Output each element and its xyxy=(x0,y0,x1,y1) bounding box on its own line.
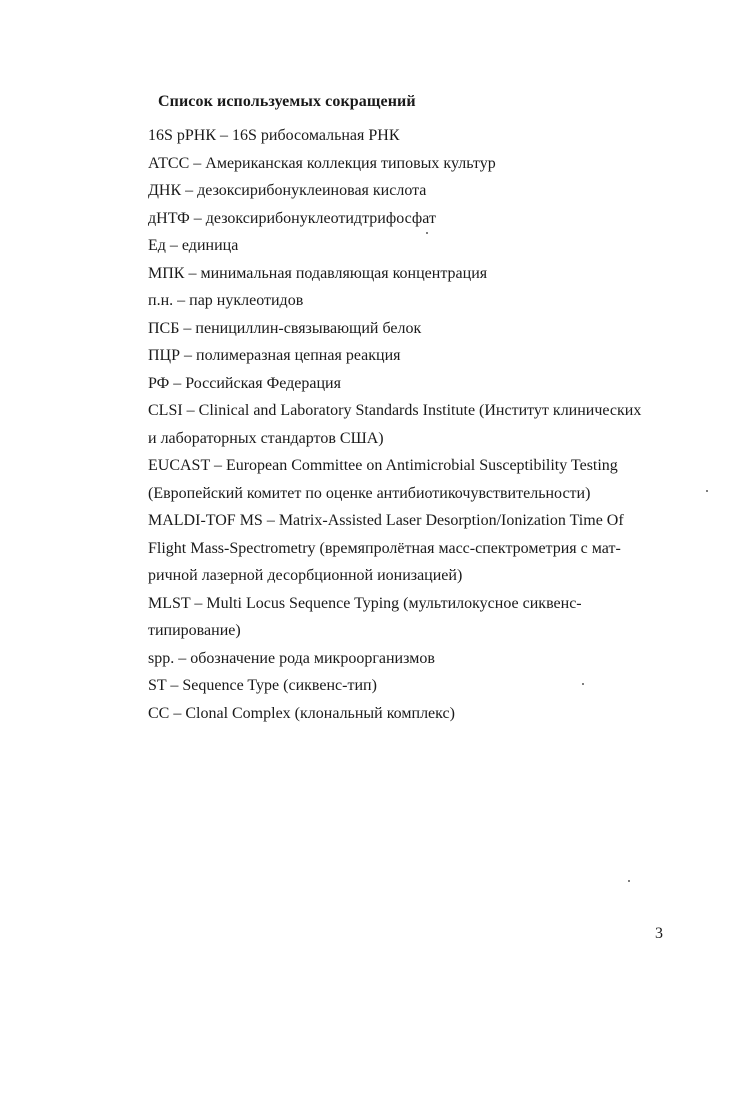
list-item: ST – Sequence Type (сиквенс-тип) xyxy=(148,677,377,694)
list-item-continuation: ричной лазерной десорбционной ионизацией) xyxy=(148,567,463,584)
scan-speck xyxy=(706,490,708,492)
list-item: 16S рРНК – 16S рибосомальная РНК xyxy=(148,127,400,144)
list-item: дНТФ – дезоксирибонуклеотидтрифосфат xyxy=(148,209,436,227)
list-item: CC – Clonal Complex (клональный комплекс) xyxy=(148,704,455,722)
list-item: МПК – минимальная подавляющая концентрация xyxy=(148,264,488,282)
scan-speck xyxy=(628,880,630,882)
list-item: Ед – единица xyxy=(148,237,239,254)
list-item: MALDI-TOF MS – Matrix-Assisted Laser Desorption/Ionization Time Of xyxy=(148,512,624,529)
list-item: ДНК – дезоксирибонуклеиновая кислота xyxy=(148,182,427,199)
list-item: spp. – обозначение рода микроорганизмов xyxy=(148,649,435,667)
page-number: 3 xyxy=(655,925,663,942)
list-item: ПСБ – пенициллин-связывающий белок xyxy=(148,319,422,337)
list-item: ПЦР – полимеразная цепная реакция xyxy=(148,347,401,364)
list-item-continuation: (Европейский комитет по оценке антибиотикочувствительности) xyxy=(148,484,591,502)
list-item: EUCAST – European Committee on Antimicrobial Susceptibility Testing xyxy=(148,457,618,474)
scan-speck xyxy=(582,683,584,685)
list-item: п.н. – пар нуклеотидов xyxy=(148,292,304,309)
list-item: АТСС – Американская коллекция типовых культур xyxy=(148,154,496,172)
list-item: РФ – Российская Федерация xyxy=(148,374,341,392)
list-item: CLSI – Clinical and Laboratory Standards Institute (Институт клинических xyxy=(148,402,642,419)
list-item-continuation: типирование) xyxy=(148,622,241,639)
abbreviation-list xyxy=(148,122,678,727)
scan-speck xyxy=(426,232,428,234)
list-item-continuation: и лабораторных стандартов США) xyxy=(148,429,384,447)
list-item: MLST – Multi Locus Sequence Typing (мультилокусное сиквенс- xyxy=(148,594,582,612)
list-item-continuation: Flight Mass-Spectrometry (времяпролётная масс-спектрометрия с мат- xyxy=(148,539,621,557)
page-title: Список используемых сокращений xyxy=(158,93,416,110)
